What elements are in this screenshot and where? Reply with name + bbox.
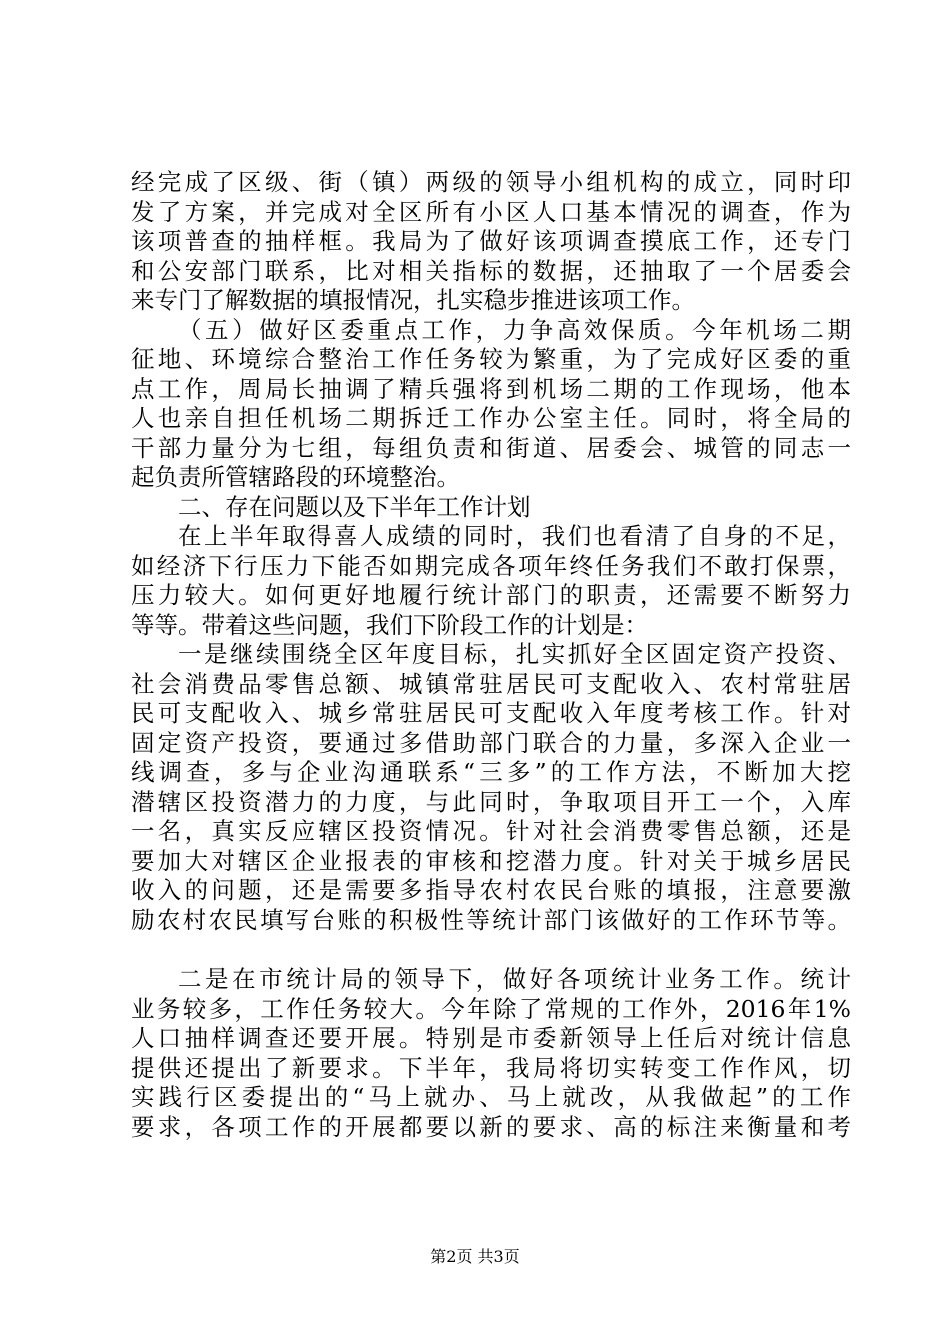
paragraph [131,316,851,493]
text-line: 固定资产投资，要通过多借助部门联合的力量，多深入企业一 [131,728,851,757]
text-line: 经完成了区级、街（镇）两级的领导小组机构的成立，同时印 [131,168,851,196]
text-line: 线调查，多与企业沟通联系“三多”的工作方法，不断加大挖 [131,758,851,786]
paragraph [131,522,851,640]
text-line: 收入的问题，还是需要多指导农村农民台账的填报，注意要激 [131,876,851,904]
text-line: 在上半年取得喜人成绩的同时，我们也看清了自身的不足， [178,522,851,550]
page-footer: 第2页 共3页 [430,1247,520,1266]
text-line: 提供还提出了新要求。下半年，我局将切实转变工作作风，切 [131,1053,851,1082]
text-line: （五）做好区委重点工作，力争高效保质。今年机场二期 [178,315,851,344]
text-line: 和公安部门联系，比对相关指标的数据，还抽取了一个居委会 [131,256,851,285]
text-line: 励农村农民填写台账的积极性等统计部门该做好的工作环节等。 [131,905,851,934]
text-line: 征地、环境综合整治工作任务较为繁重，为了完成好区委的重 [131,345,851,373]
paragraph [131,965,851,1142]
body-text [131,168,851,1142]
text-line: 二是在市统计局的领导下，做好各项统计业务工作。统计 [178,965,851,993]
paragraph-gap [131,935,851,965]
text-line: 点工作，周局长抽调了精兵强将到机场二期的工作现场，他本 [131,374,851,403]
text-line: 压力较大。如何更好地履行统计部门的职责，还需要不断努力 [131,581,851,609]
text-line: 发了方案，并完成对全区所有小区人口基本情况的调查，作为 [131,197,851,226]
text-line: 要加大对辖区企业报表的审核和挖潜力度。针对关于城乡居民 [131,846,851,875]
text-line: 社会消费品零售总额、城镇常驻居民可支配收入、农村常驻居 [131,669,851,698]
paragraph [131,168,851,316]
text-line: 二、存在问题以及下半年工作计划 [178,492,531,521]
text-line: 实践行区委提出的“马上就办、马上就改，从我做起”的工作 [131,1083,851,1111]
text-line: 潜辖区投资潜力的力度，与此同时，争取项目开工一个，入库 [131,787,851,816]
section-heading [131,493,851,523]
text-line: 来专门了解数据的填报情况，扎实稳步推进该项工作。 [131,286,695,314]
text-line: 民可支配收入、城乡常驻居民可支配收入年度考核工作。针对 [131,699,851,727]
text-line: 一是继续围绕全区年度目标，扎实抓好全区固定资产投资、 [178,640,851,668]
text-line: 人也亲自担任机场二期拆迁工作办公室主任。同时，将全局的 [131,404,851,432]
text-line: 一名，真实反应辖区投资情况。针对社会消费零售总额，还是 [131,817,851,845]
text-line: 起负责所管辖路段的环境整治。 [131,463,460,491]
text-line: 该项普查的抽样框。我局为了做好该项调查摸底工作，还专门 [131,227,851,255]
text-line: 如经济下行压力下能否如期完成各项年终任务我们不敢打保票， [131,551,851,580]
text-line: 等等。带着这些问题，我们下阶段工作的计划是： [131,610,648,639]
text-line: 干部力量分为七组，每组负责和街道、居委会、城管的同志一 [131,433,851,462]
text-line: 业务较多，工作任务较大。今年除了常规的工作外，2016年1% [131,994,851,1023]
text-line: 要求，各项工作的开展都要以新的要求、高的标注来衡量和考 [131,1112,851,1141]
paragraph [131,640,851,935]
text-line: 人口抽样调查还要开展。特别是市委新领导上任后对统计信息 [131,1024,851,1052]
